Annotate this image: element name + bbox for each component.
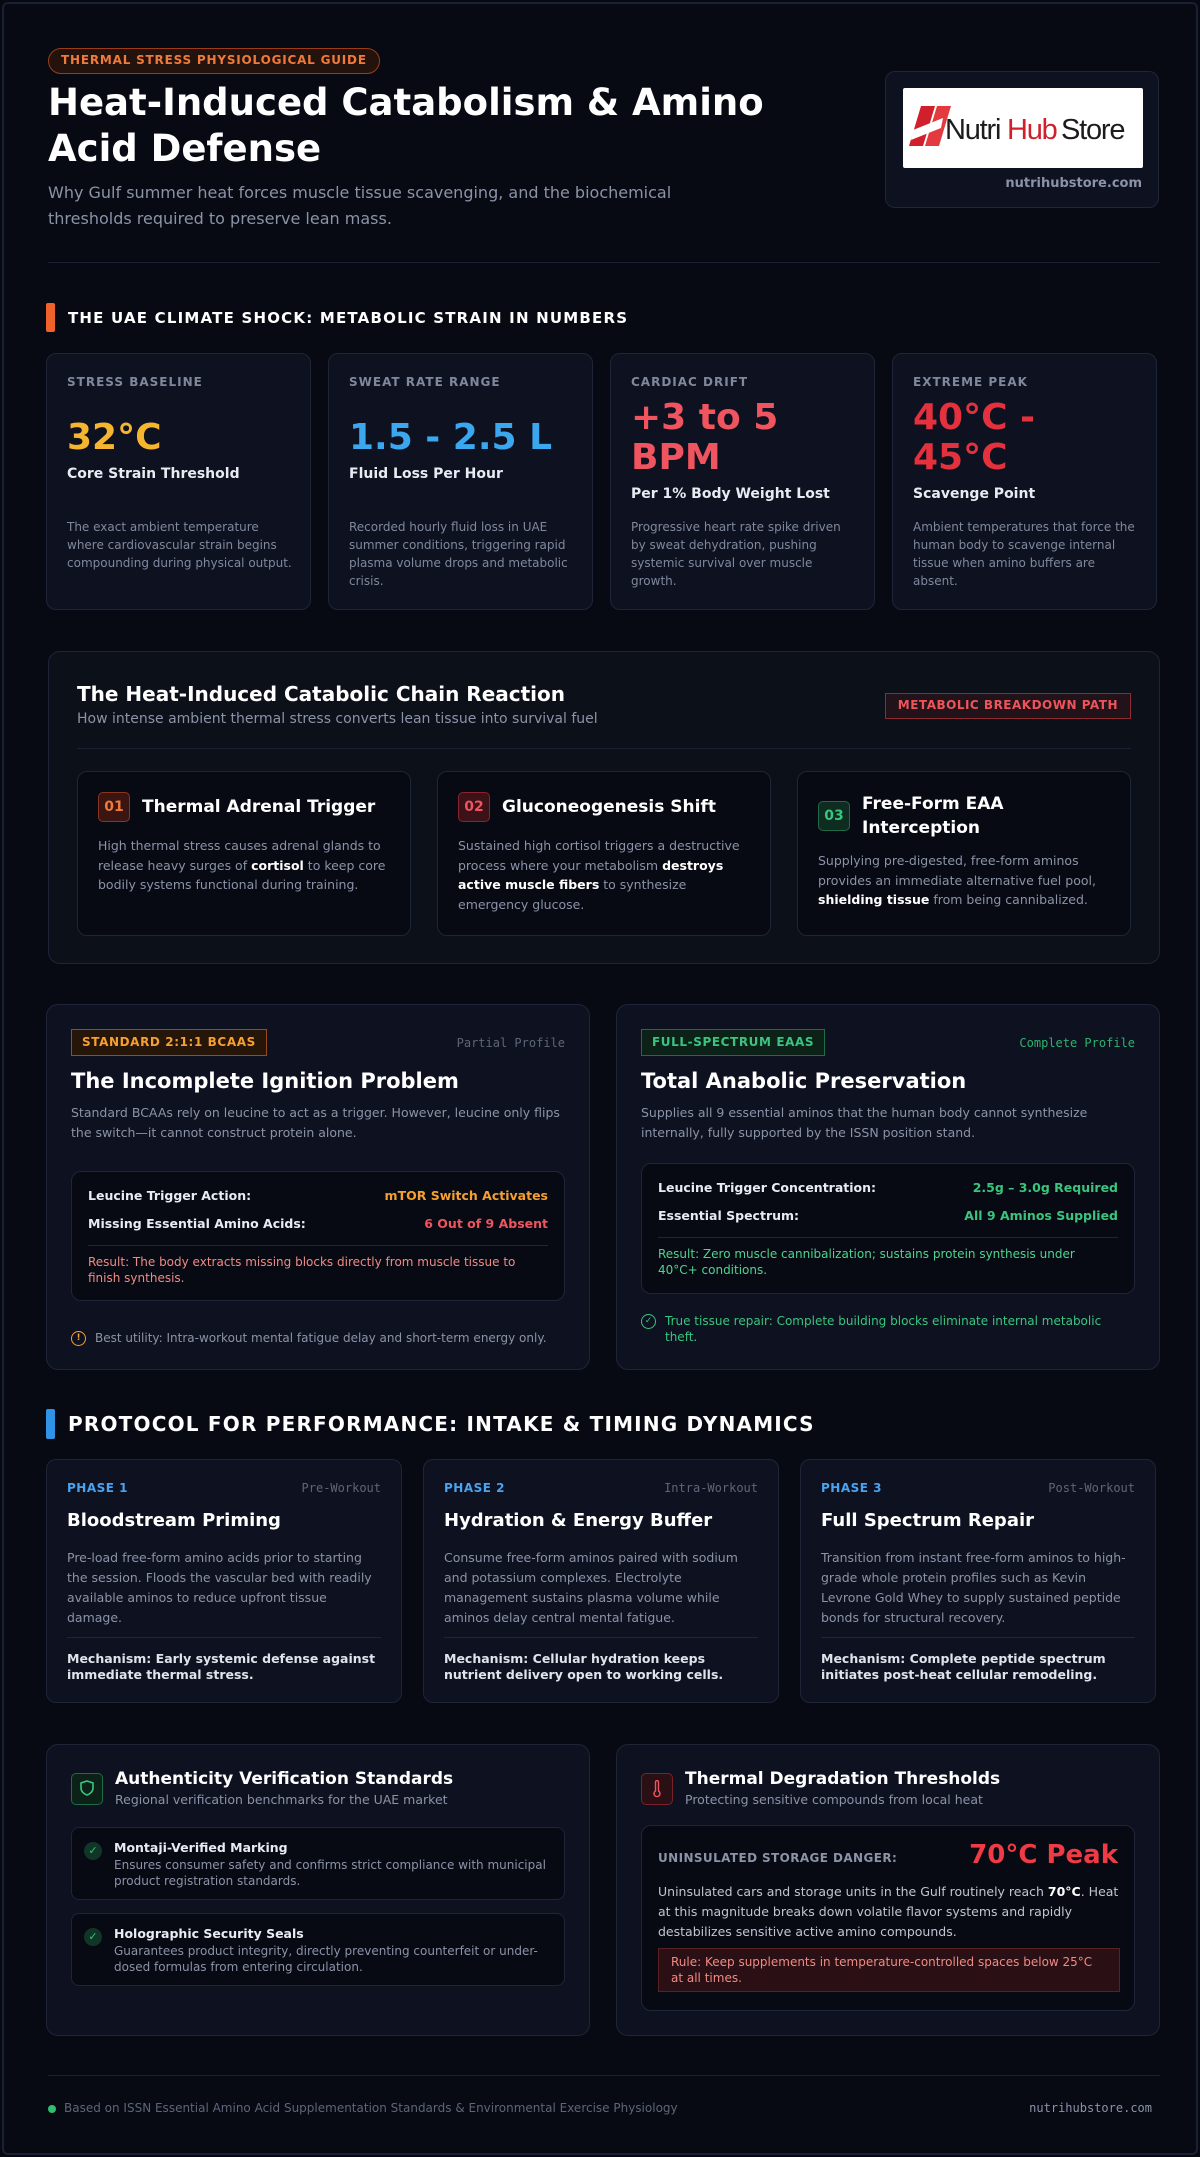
phase-divider — [67, 1637, 381, 1638]
brand-site-link[interactable]: nutrihubstore.com — [1005, 176, 1142, 191]
section-title-climate: THE UAE CLIMATE SHOCK: METABOLIC STRAIN IN NUMBERS — [68, 309, 629, 327]
stat-card-sweat-rate — [328, 353, 593, 610]
storage-danger-box — [641, 1825, 1135, 2011]
metric-key: Leucine Trigger Concentration: — [658, 1180, 877, 1195]
eaa-title: Total Anabolic Preservation — [641, 1069, 967, 1093]
info-icon: ! — [71, 1331, 86, 1346]
stat-caption: Core Strain Threshold — [67, 466, 240, 482]
stat-card-stress-baseline — [46, 353, 311, 610]
bcaa-comparison-card: STANDARD 2:1:1 BCAAS Partial Profile The Incomplete Ignition Problem Standard BCAAs rely on leucine to act as a trigger. However, leucine only flips the switch—it cannot construct protein alone. Leucine Trigger Action: mTOR Switch Activates Missing Essential Amino Acids: 6 Out of 9 Absent Result: The body extracts missing blocks directly from muscle tissue to finish synthesis. ! Best utility: Intra-workout mental fatigue delay and short-term energy only. — [46, 1004, 590, 1370]
phase-card-3 — [800, 1459, 1156, 1703]
phase-timing: Intra-Workout — [664, 1481, 758, 1495]
stat-description: Progressive heart rate spike driven by sweat dehydration, pushing systemic survival over muscle growth. — [631, 520, 841, 588]
guide-tag: THERMAL STRESS PHYSIOLOGICAL GUIDE — [48, 48, 380, 74]
thermal-subtitle: Protecting sensitive compounds from local heat — [685, 1792, 983, 1807]
bcaa-result: Result: The body extracts missing blocks directly from muscle tissue to finish synthesis. — [88, 1255, 516, 1285]
stat-value: 40°C - 45°C — [913, 397, 1035, 478]
metric-key: Missing Essential Amino Acids: — [88, 1216, 306, 1231]
step-title: Gluconeogenesis Shift — [502, 797, 716, 817]
phase-label: PHASE 2 — [444, 1481, 505, 1495]
phase-divider — [821, 1637, 1135, 1638]
storage-rule: Rule: Keep supplements in temperature-controlled spaces below 25°C at all times. — [658, 1948, 1120, 1992]
authenticity-card — [46, 1744, 590, 2036]
bcaa-badge: STANDARD 2:1:1 BCAAS — [71, 1029, 267, 1056]
chain-subtitle: How intense ambient thermal stress converts lean tissue into survival fuel — [77, 711, 598, 727]
check-icon: ✓ — [84, 1842, 102, 1860]
verification-title: Montaji-Verified Marking — [114, 1840, 288, 1855]
chain-title: The Heat-Induced Catabolic Chain Reaction — [77, 682, 565, 706]
verification-item — [71, 1827, 565, 1900]
phase-label: PHASE 1 — [67, 1481, 128, 1495]
stat-caption: Per 1% Body Weight Lost — [631, 486, 830, 502]
metric-value: All 9 Aminos Supplied — [964, 1208, 1118, 1223]
authenticity-title: Authenticity Verification Standards — [115, 1769, 454, 1789]
step-number: 02 — [458, 792, 490, 822]
profile-label: Complete Profile — [1019, 1036, 1135, 1050]
eaa-description: Supplies all 9 essential aminos that the human body cannot synthesize internally, fully supported by the ISSN position stand. — [641, 1105, 1088, 1140]
footer-source: Based on ISSN Essential Amino Acid Supplementation Standards & Environmental Exercise Physiology — [64, 2101, 678, 2115]
phase-mechanism: Mechanism: Cellular hydration keeps nutrient delivery open to working cells. — [444, 1651, 724, 1682]
metric-divider — [658, 1237, 1118, 1238]
phase-mechanism: Mechanism: Complete peptide spectrum initiates post-heat cellular remodeling. — [821, 1651, 1106, 1682]
phase-body: Consume free-form aminos paired with sodium and potassium complexes. Electrolyte management sustains plasma volume while aminos delay central mental fatigue. — [444, 1550, 738, 1625]
thermal-card — [616, 1744, 1160, 2036]
catabolic-chain-panel — [48, 651, 1160, 964]
metric-value: 2.5g – 3.0g Required — [972, 1180, 1118, 1195]
section-accent-bar — [46, 1409, 55, 1439]
section-accent-bar — [46, 303, 55, 332]
page-title: Heat-Induced Catabolism & Amino Acid Defense — [48, 81, 764, 170]
breakdown-path-badge: METABOLIC BREAKDOWN PATH — [885, 693, 1131, 719]
step-number: 01 — [98, 792, 130, 822]
verification-desc: Ensures consumer safety and confirms strict compliance with municipal product registration standards. — [114, 1858, 546, 1888]
metric-value: mTOR Switch Activates — [384, 1188, 548, 1203]
chain-divider — [77, 748, 1131, 749]
phase-mechanism: Mechanism: Early systemic defense against immediate thermal stress. — [67, 1651, 376, 1682]
stat-card-extreme-peak — [892, 353, 1157, 610]
phase-card-2 — [423, 1459, 779, 1703]
check-icon: ✓ — [84, 1928, 102, 1946]
stat-label: CARDIAC DRIFT — [631, 375, 749, 389]
danger-value: 70°C Peak — [969, 1840, 1118, 1870]
danger-description: Uninsulated cars and storage units in the Gulf routinely reach 70°C. Heat at this magnitude breaks down volatile flavor systems and rapidly destabilizes sensitive active amino compounds. — [658, 1884, 1119, 1939]
status-dot-icon — [48, 2105, 56, 2113]
chain-step-3 — [797, 771, 1131, 936]
step-title: Free-Form EAA Interception — [862, 794, 1004, 838]
page-subtitle: Why Gulf summer heat forces muscle tissue scavenging, and the biochemical thresholds required to preserve lean mass. — [48, 183, 672, 228]
logo-word-2: Hub — [1007, 114, 1057, 146]
stat-label: STRESS BASELINE — [67, 375, 203, 389]
brand-logo — [903, 88, 1143, 168]
eaa-result: Result: Zero muscle cannibalization; sustains protein synthesis under 40°C+ conditions. — [658, 1247, 1075, 1277]
bcaa-title: The Incomplete Ignition Problem — [71, 1069, 459, 1093]
eaa-badge: FULL-SPECTRUM EAAS — [641, 1029, 825, 1056]
shield-icon — [71, 1773, 103, 1805]
check-circle-icon: ✓ — [641, 1314, 656, 1329]
eaa-metrics-box — [641, 1163, 1135, 1294]
stat-description: Ambient temperatures that force the human body to scavenge internal tissue when amino buffers are absent. — [913, 520, 1135, 588]
stat-label: EXTREME PEAK — [913, 375, 1028, 389]
metric-divider — [88, 1245, 548, 1246]
phase-body: Pre-load free-form amino acids prior to starting the session. Floods the vascular bed with readily available aminos to reduce upfront tissue damage. — [67, 1550, 372, 1625]
phase-timing: Post-Workout — [1048, 1481, 1135, 1495]
logo-word-1: Nutri — [945, 114, 1001, 146]
step-title: Thermal Adrenal Trigger — [142, 797, 376, 817]
footer-divider — [48, 2075, 1160, 2076]
step-number: 03 — [818, 801, 850, 831]
section-title-protocol: PROTOCOL FOR PERFORMANCE: INTAKE & TIMING DYNAMICS — [68, 1412, 815, 1436]
stat-card-cardiac-drift — [610, 353, 875, 610]
metric-key: Essential Spectrum: — [658, 1208, 800, 1223]
phase-timing: Pre-Workout — [301, 1481, 381, 1495]
phase-card-1 — [46, 1459, 402, 1703]
phase-body: Transition from instant free-form aminos to high-grade whole protein profiles such as Kevin Levrone Gold Whey to supply sustained peptide bonds for structural recovery. — [821, 1550, 1126, 1625]
stat-value: 1.5 - 2.5 L — [349, 417, 553, 458]
step-body: Supplying pre-digested, free-form aminos provides an immediate alternative fuel pool, shielding tissue from being cannibalized. — [818, 853, 1096, 907]
metric-key: Leucine Trigger Action: — [88, 1188, 252, 1203]
thermometer-icon — [641, 1773, 673, 1805]
page-frame — [2, 2, 1198, 2155]
verification-title: Holographic Security Seals — [114, 1926, 304, 1941]
danger-label: UNINSULATED STORAGE DANGER: — [658, 1851, 898, 1865]
stat-label: SWEAT RATE RANGE — [349, 375, 501, 389]
footer-site-link[interactable]: nutrihubstore.com — [1029, 2101, 1152, 2115]
phase-title: Bloodstream Priming — [67, 1510, 281, 1531]
stat-caption: Scavenge Point — [913, 486, 1036, 502]
stat-description: Recorded hourly fluid loss in UAE summer conditions, triggering rapid plasma volume drops and metabolic crisis. — [349, 520, 568, 588]
header-divider — [48, 262, 1160, 263]
phase-divider — [444, 1637, 758, 1638]
stat-value: +3 to 5 BPM — [631, 397, 779, 478]
bcaa-metrics-box — [71, 1171, 565, 1301]
brand-card[interactable] — [885, 71, 1159, 208]
stat-description: The exact ambient temperature where cardiovascular strain begins compounding during physical output. — [67, 520, 292, 570]
profile-label: Partial Profile — [456, 1036, 565, 1050]
logo-word-3: Store — [1061, 114, 1125, 146]
chain-step-1 — [77, 771, 411, 936]
phase-label: PHASE 3 — [821, 1481, 882, 1495]
phase-title: Full Spectrum Repair — [821, 1510, 1035, 1531]
brand-mark-icon — [903, 88, 1143, 168]
step-body: Sustained high cortisol triggers a destructive process where your metabolism destroys active muscle fibers to synthesize emergency glucose. — [458, 838, 740, 912]
verification-item — [71, 1913, 565, 1986]
stat-caption: Fluid Loss Per Hour — [349, 466, 503, 482]
metric-value: 6 Out of 9 Absent — [424, 1216, 548, 1231]
stat-value: 32°C — [67, 417, 162, 458]
chain-step-2 — [437, 771, 771, 936]
bcaa-description: Standard BCAAs rely on leucine to act as a trigger. However, leucine only flips the switch—it cannot construct protein alone. — [71, 1105, 560, 1140]
step-body: High thermal stress causes adrenal glands to release heavy surges of cortisol to keep core bodily systems functional during training. — [98, 838, 386, 892]
authenticity-subtitle: Regional verification benchmarks for the UAE market — [115, 1792, 448, 1807]
verification-desc: Guarantees product integrity, directly preventing counterfeit or under-dosed formulas from entering circulation. — [114, 1944, 538, 1974]
thermal-title: Thermal Degradation Thresholds — [685, 1769, 1001, 1789]
eaa-comparison-card: FULL-SPECTRUM EAAS Complete Profile Total Anabolic Preservation Supplies all 9 essential aminos that the human body cannot synthesize internally, fully supported by the ISSN position stand. Leucine Trigger Concentration: 2.5g – 3.0g Required Essential Spectrum: All 9 Aminos Supplied Result: Zero muscle cannibalization; sustains protein synthesis under 40°C+ conditions. ✓ True tissue repair: Complete building blocks eliminate internal metabolic theft. — [616, 1004, 1160, 1370]
phase-title: Hydration & Energy Buffer — [444, 1510, 713, 1531]
